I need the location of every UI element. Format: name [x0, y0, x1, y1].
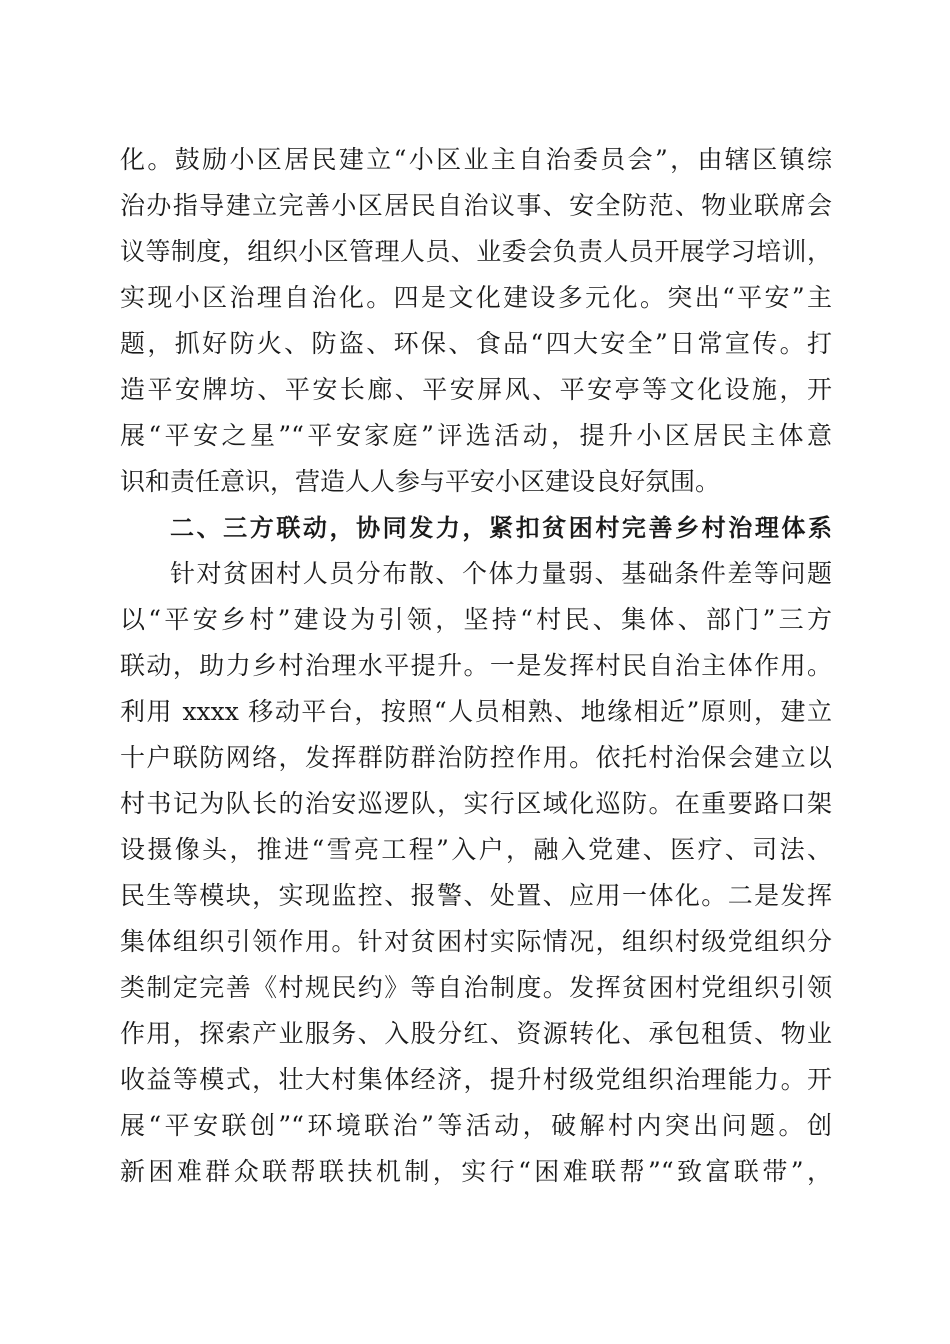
text-line: 展“平安联创”“环境联治”等活动，破解村内突出问题。创	[120, 1111, 832, 1140]
text-line: 设摄像头，推进“雪亮工程”入户，融入党建、医疗、司法、	[120, 835, 832, 864]
text-line: 村书记为队长的治安巡逻队，实行区域化巡防。在重要路口架	[120, 789, 832, 818]
text-line: 集体组织引领作用。针对贫困村实际情况，组织村级党组织分	[120, 927, 832, 956]
text-line: 十户联防网络，发挥群防群治防控作用。依托村治保会建立以	[120, 743, 832, 772]
text-line: 作用，探索产业服务、入股分红、资源转化、承包租赁、物业	[120, 1019, 832, 1048]
text-line: 造平安牌坊、平安长廊、平安屏风、平安亭等文化设施，开	[120, 375, 832, 404]
text-line: 利用 xxxx 移动平台，按照“人员相熟、地缘相近”原则，建立	[120, 697, 832, 726]
text-line: 题，抓好防火、防盗、环保、食品“四大安全”日常宣传。打	[120, 329, 832, 358]
text-line: 新困难群众联帮联扶机制，实行“困难联帮”“致富联带”，	[120, 1157, 832, 1186]
text-line: 议等制度，组织小区管理人员、业委会负责人员开展学习培训，	[120, 237, 832, 266]
text-line: 民生等模块，实现监控、报警、处置、应用一体化。二是发挥	[120, 881, 832, 910]
text-line: 识和责任意识，营造人人参与平安小区建设良好氛围。	[120, 467, 721, 496]
text-line: 联动，助力乡村治理水平提升。一是发挥村民自治主体作用。	[120, 651, 832, 680]
text-line: 展“平安之星”“平安家庭”评选活动，提升小区居民主体意	[120, 421, 832, 450]
text-line: 收益等模式，壮大村集体经济，提升村级党组织治理能力。开	[120, 1065, 832, 1094]
text-line: 以“平安乡村”建设为引领，坚持“村民、集体、部门”三方	[120, 605, 832, 634]
text-line: 治办指导建立完善小区居民自治议事、安全防范、物业联席会	[120, 191, 832, 220]
section-heading: 二、三方联动，协同发力，紧扣贫困村完善乡村治理体系	[170, 514, 832, 542]
text-line: 化。鼓励小区居民建立“小区业主自治委员会”，由辖区镇综	[120, 145, 832, 174]
text-line: 针对贫困村人员分布散、个体力量弱、基础条件差等问题	[170, 559, 832, 588]
text-line: 类制定完善《村规民约》等自治制度。发挥贫困村党组织引领	[120, 973, 832, 1002]
text-line: 实现小区治理自治化。四是文化建设多元化。突出“平安”主	[120, 283, 832, 312]
